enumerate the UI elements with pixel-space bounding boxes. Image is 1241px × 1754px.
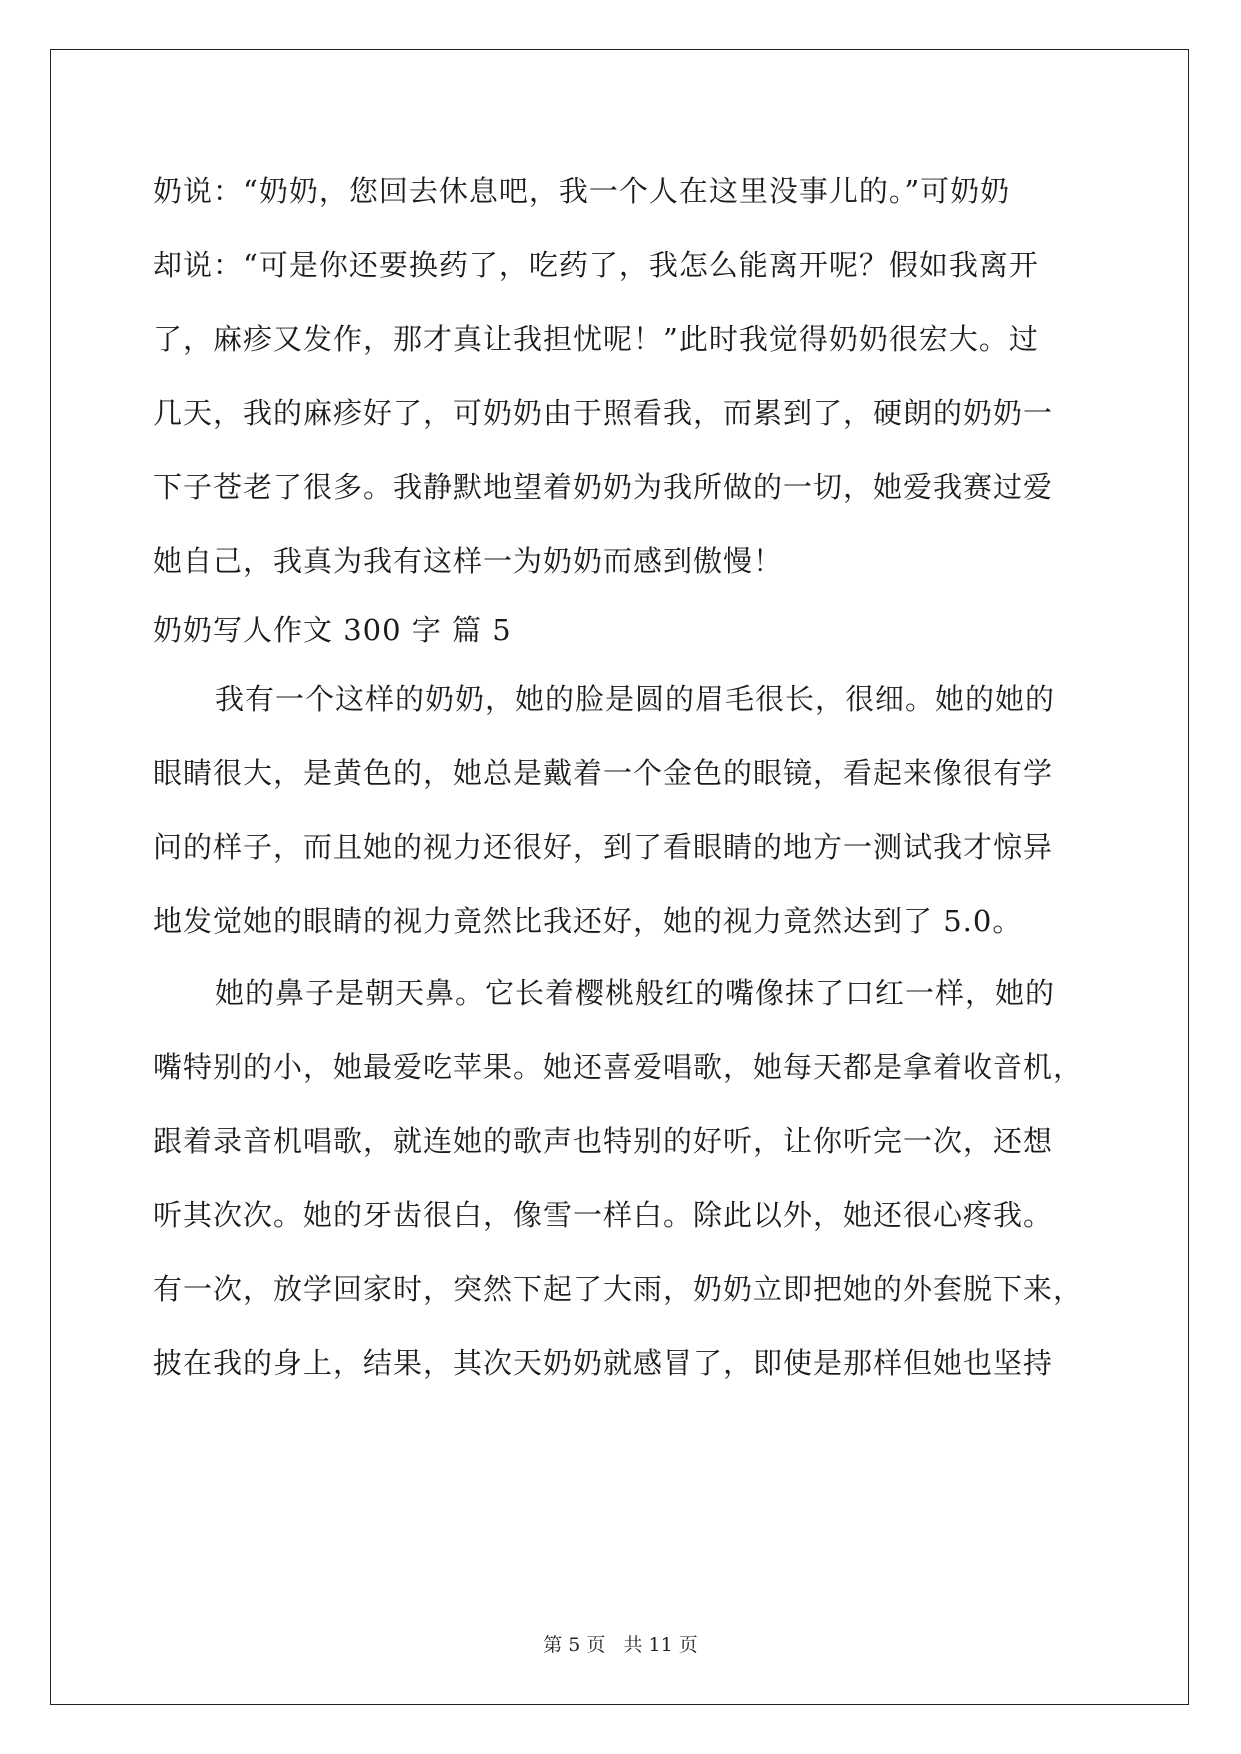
text-line: 了，麻疹又发作，那才真让我担忧呢！”此时我觉得奶奶很宏大。过	[153, 322, 1039, 356]
text-line: 听其次次。她的牙齿很白，像雪一样白。除此以外，她还很心疼我。	[153, 1198, 1054, 1232]
text-line: 地发觉她的眼睛的视力竟然比我还好，她的视力竟然达到了 5.0。	[153, 904, 1023, 938]
text-line: 有一次，放学回家时，突然下起了大雨，奶奶立即把她的外套脱下来，	[153, 1272, 1084, 1306]
page-number: 第 5 页	[543, 1634, 606, 1656]
text-line: 下子苍老了很多。我静默地望着奶奶为我所做的一切，她爱我赛过爱	[153, 470, 1054, 504]
text-line: 眼睛很大，是黄色的，她总是戴着一个金色的眼镜，看起来像很有学	[153, 756, 1054, 790]
text-line: 她的鼻子是朝天鼻。它长着樱桃般红的嘴像抹了口红一样，她的	[215, 976, 1056, 1010]
text-line: 却说：“可是你还要换药了，吃药了，我怎么能离开呢？假如我离开	[153, 248, 1039, 282]
text-line: 嘴特别的小，她最爱吃苹果。她还喜爱唱歌，她每天都是拿着收音机，	[153, 1050, 1084, 1084]
text-line: 她自己，我真为我有这样一为奶奶而感到傲慢！	[153, 544, 784, 578]
text-line: 问的样子，而且她的视力还很好，到了看眼睛的地方一测试我才惊异	[153, 830, 1054, 864]
page-footer	[0, 1633, 1241, 1657]
text-line: 几天，我的麻疹好了，可奶奶由于照看我，而累到了，硬朗的奶奶一	[153, 396, 1054, 430]
page-total: 共 11 页	[623, 1634, 698, 1656]
text-line: 披在我的身上，结果，其次天奶奶就感冒了，即使是那样但她也坚持	[153, 1346, 1054, 1380]
text-line: 跟着录音机唱歌，就连她的歌声也特别的好听，让你听完一次，还想	[153, 1124, 1054, 1158]
text-line: 奶说：“奶奶，您回去休息吧，我一个人在这里没事儿的。”可奶奶	[153, 174, 1011, 208]
text-line: 我有一个这样的奶奶，她的脸是圆的眉毛很长，很细。她的她的	[215, 682, 1056, 716]
page-border	[50, 49, 1189, 1705]
section-title: 奶奶写人作文 300 字 篇 5	[153, 613, 512, 647]
